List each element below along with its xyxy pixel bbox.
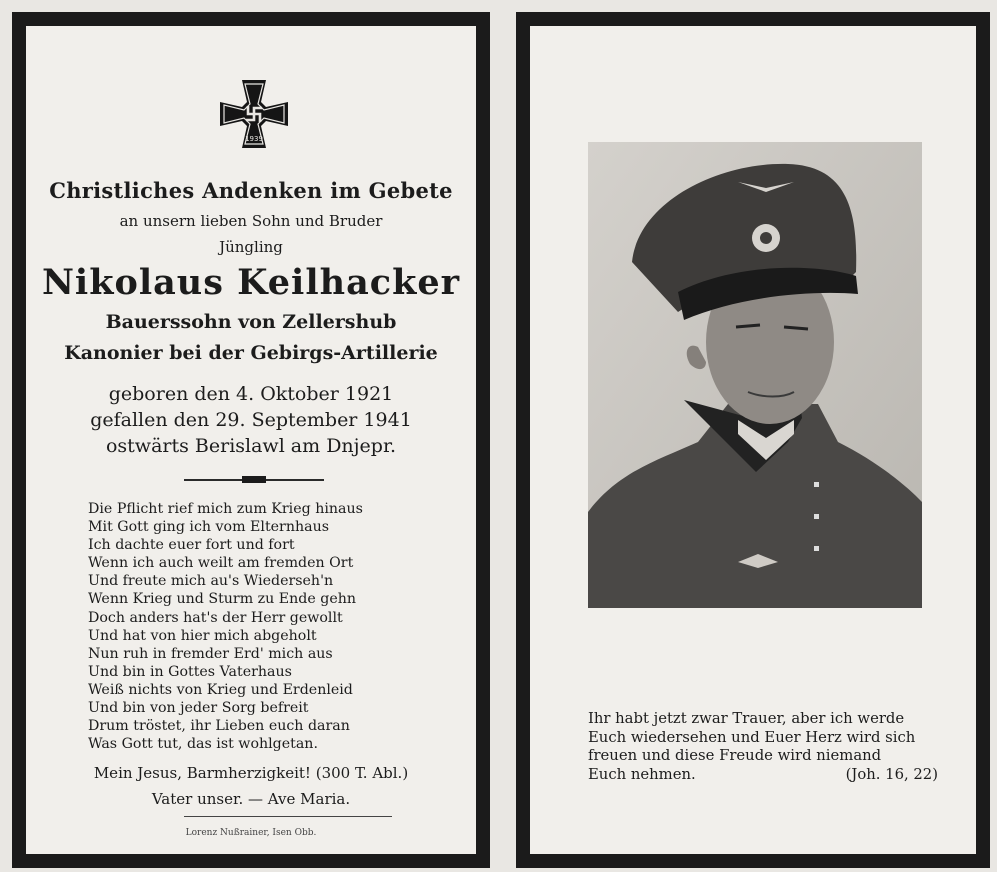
poem-line: Wenn Krieg und Sturm zu Ende gehn bbox=[88, 591, 357, 608]
poem-line: Und hat von hier mich abgeholt bbox=[88, 627, 317, 644]
title-line: Jüngling bbox=[219, 238, 283, 256]
poem-line: Doch anders hat's der Herr gewollt bbox=[88, 609, 343, 626]
poem-line: Mit Gott ging ich vom Elternhaus bbox=[88, 519, 329, 536]
prayer-line: Mein Jesus, Barmherzigkeit! (300 T. Abl.) bbox=[93, 764, 409, 782]
death-place: ostwärts Berislawl am Dnjepr. bbox=[105, 435, 396, 457]
footer-rule bbox=[184, 816, 392, 817]
poem-line: Nun ruh in fremder Erd' mich aus bbox=[88, 645, 333, 662]
verse-line: Euch nehmen. bbox=[588, 765, 696, 783]
divider-ornament bbox=[242, 476, 266, 483]
memorial-poem bbox=[88, 500, 363, 753]
card-heading: Christliches Andenken im Gebete bbox=[49, 178, 453, 203]
bible-verse bbox=[588, 710, 938, 784]
rank-line: Kanonier bei der Gebirgs-Artillerie bbox=[64, 342, 438, 364]
verse-reference: (Joh. 16, 22) bbox=[845, 765, 938, 783]
poem-line: Was Gott tut, das ist wohlgetan. bbox=[88, 736, 318, 753]
birth-date: geboren den 4. Oktober 1921 bbox=[108, 383, 394, 405]
memorial-card-left bbox=[12, 12, 490, 868]
poem-line: Weiß nichts von Krieg und Erdenleid bbox=[88, 681, 353, 698]
poem-line: Und bin von jeder Sorg befreit bbox=[88, 700, 309, 717]
printer-imprint: Lorenz Nußrainer, Isen Obb. bbox=[185, 828, 317, 838]
poem-line: Drum tröstet, ihr Lieben euch daran bbox=[88, 718, 350, 735]
poem-line: Wenn ich auch weilt am fremden Ort bbox=[88, 555, 354, 572]
verse-line: Ihr habt jetzt zwar Trauer, aber ich werde bbox=[588, 710, 905, 727]
poem-line: Und freute mich au's Wiederseh'n bbox=[88, 573, 334, 590]
cross-year: 1939 bbox=[245, 135, 263, 143]
memorial-card-right bbox=[516, 12, 990, 868]
verse-line: Euch wiedersehen und Euer Herz wird sich bbox=[588, 728, 916, 746]
poem-line: Die Pflicht rief mich zum Krieg hinaus bbox=[88, 501, 363, 517]
poem-line: Und bin in Gottes Vaterhaus bbox=[88, 663, 292, 680]
verse-line: freuen und diese Freude wird niemand bbox=[588, 747, 882, 765]
prayer-line: Vater unser. — Ave Maria. bbox=[151, 790, 351, 808]
deceased-name: Nikolaus Keilhacker bbox=[41, 262, 461, 303]
intro-line: an unsern lieben Sohn und Bruder bbox=[119, 212, 383, 230]
origin-line: Bauerssohn von Zellershub bbox=[105, 311, 397, 333]
soldier-portrait bbox=[588, 142, 922, 608]
poem-line: Ich dachte euer fort und fort bbox=[88, 537, 295, 554]
death-date: gefallen den 29. September 1941 bbox=[90, 409, 412, 431]
iron-cross-icon bbox=[218, 78, 290, 150]
